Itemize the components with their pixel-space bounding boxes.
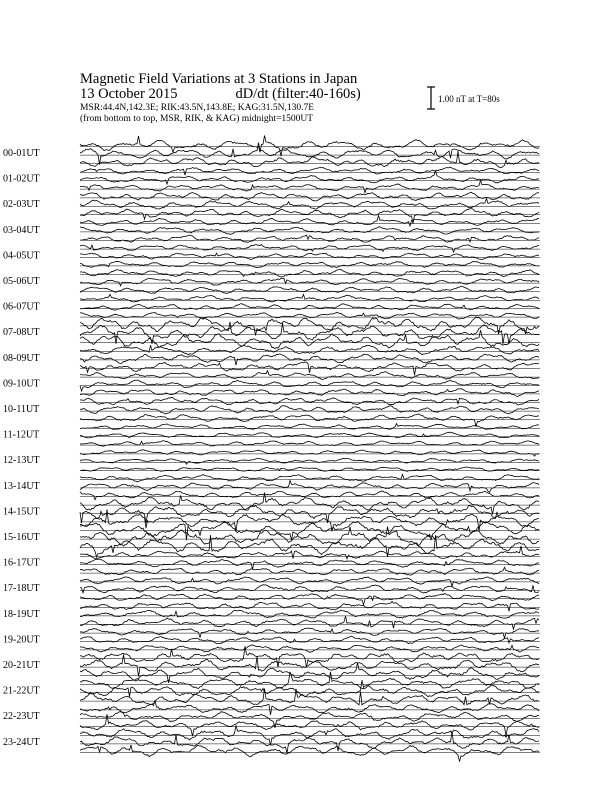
trace-22-23UT-KAG	[80, 700, 539, 714]
trace-12-13UT-RIK	[80, 458, 539, 464]
trace-11-12UT-MSR	[80, 441, 539, 447]
chart-quantity: dD/dt (filter:40-160s)	[235, 86, 361, 102]
hour-label-21-22UT: 21-22UT	[3, 685, 40, 697]
trace-02-03UT-KAG	[80, 192, 539, 201]
trace-14-15UT-RIK	[80, 505, 539, 523]
hour-label-00-01UT: 00-01UT	[3, 148, 40, 159]
station-traces	[80, 136, 540, 762]
chart-date: 13 October 2015	[80, 86, 178, 102]
station-order-note: (from bottom to top, MSR, RIK, & KAG) midnight=1500UT	[80, 114, 314, 124]
trace-10-11UT-MSR	[80, 414, 539, 427]
trace-20-21UT-RIK	[80, 655, 539, 677]
chart-title: Magnetic Field Variations at 3 Stations in Japan	[80, 71, 358, 87]
scale-bar-label: 1.00 nT at T=80s	[438, 94, 500, 104]
trace-21-22UT-RIK	[80, 680, 539, 697]
trace-07-08UT-KAG	[80, 317, 539, 335]
trace-01-02UT-KAG	[80, 167, 539, 175]
trace-16-17UT-MSR	[80, 567, 539, 575]
trace-12-13UT-KAG	[80, 450, 539, 456]
trace-01-02UT-RIK	[80, 171, 539, 184]
trace-10-11UT-RIK	[80, 406, 539, 414]
trace-13-14UT-RIK	[80, 480, 539, 492]
trace-08-09UT-KAG	[80, 345, 539, 355]
hour-label-12-13UT: 12-13UT	[3, 455, 40, 467]
hour-label-15-16UT: 15-16UT	[3, 532, 40, 543]
trace-03-04UT-MSR	[80, 235, 539, 242]
scale-bar	[427, 87, 500, 109]
trace-03-04UT-KAG	[80, 216, 539, 226]
hour-label-11-12UT: 11-12UT	[3, 429, 40, 441]
hour-label-05-06UT: 05-06UT	[3, 276, 40, 287]
trace-22-23UT-MSR	[80, 714, 539, 736]
trace-04-05UT-KAG	[80, 245, 539, 253]
hour-label-09-10UT: 09-10UT	[3, 378, 40, 390]
hour-label-14-15UT: 14-15UT	[3, 506, 40, 518]
trace-23-24UT-MSR	[80, 745, 539, 762]
trace-05-06UT-KAG	[80, 269, 539, 277]
hour-label-01-02UT: 01-02UT	[3, 173, 40, 185]
trace-07-08UT-MSR	[80, 330, 539, 348]
trace-22-23UT-RIK	[80, 712, 539, 728]
hour-labels	[3, 148, 40, 748]
hour-label-08-09UT: 08-09UT	[3, 352, 40, 364]
trace-02-03UT-RIK	[80, 199, 539, 210]
hour-label-07-08UT: 07-08UT	[3, 327, 40, 339]
trace-01-02UT-MSR	[80, 180, 539, 192]
hour-label-18-19UT: 18-19UT	[3, 608, 40, 620]
trace-05-06UT-RIK	[80, 278, 539, 286]
trace-06-07UT-KAG	[80, 294, 539, 302]
trace-21-22UT-MSR	[80, 689, 539, 705]
hour-label-23-24UT: 23-24UT	[3, 736, 40, 748]
trace-18-19UT-MSR	[80, 616, 539, 629]
trace-17-18UT-KAG	[80, 577, 539, 586]
hour-label-06-07UT: 06-07UT	[3, 301, 40, 313]
trace-17-18UT-RIK	[80, 585, 539, 593]
trace-03-04UT-RIK	[80, 227, 539, 235]
trace-19-20UT-RIK	[80, 636, 539, 643]
trace-13-14UT-KAG	[80, 474, 539, 481]
trace-00-01UT-KAG	[80, 136, 539, 157]
hour-label-17-18UT: 17-18UT	[3, 583, 40, 595]
hour-label-20-21UT: 20-21UT	[3, 660, 40, 671]
trace-23-24UT-RIK	[80, 731, 539, 753]
hour-label-22-23UT: 22-23UT	[3, 711, 40, 723]
trace-09-10UT-MSR	[80, 389, 539, 397]
trace-06-07UT-MSR	[80, 312, 539, 319]
station-coordinates: MSR:44.4N,142.3E; RIK:43.5N,143.8E; KAG:31.5N,130.7E	[80, 103, 315, 113]
trace-19-20UT-MSR	[80, 645, 539, 652]
hour-label-03-04UT: 03-04UT	[3, 224, 40, 236]
hour-label-04-05UT: 04-05UT	[3, 250, 40, 262]
trace-17-18UT-MSR	[80, 594, 539, 605]
trace-23-24UT-KAG	[80, 725, 539, 745]
trace-14-15UT-KAG	[80, 493, 539, 515]
trace-18-19UT-KAG	[80, 601, 539, 611]
trace-04-05UT-RIK	[80, 253, 539, 259]
trace-15-16UT-RIK	[80, 527, 539, 547]
hour-label-02-03UT: 02-03UT	[3, 199, 40, 211]
trace-21-22UT-KAG	[80, 672, 539, 689]
trace-10-11UT-KAG	[80, 397, 539, 405]
trace-06-07UT-RIK	[80, 304, 539, 310]
trace-08-09UT-RIK	[80, 354, 539, 365]
hour-label-19-20UT: 19-20UT	[3, 634, 40, 646]
hour-label-10-11UT: 10-11UT	[3, 404, 40, 415]
hour-label-16-17UT: 16-17UT	[3, 557, 40, 569]
hour-label-13-14UT: 13-14UT	[3, 480, 40, 492]
trace-04-05UT-MSR	[80, 261, 539, 267]
trace-05-06UT-MSR	[80, 286, 539, 294]
trace-18-19UT-RIK	[80, 610, 539, 618]
trace-11-12UT-RIK	[80, 432, 539, 438]
